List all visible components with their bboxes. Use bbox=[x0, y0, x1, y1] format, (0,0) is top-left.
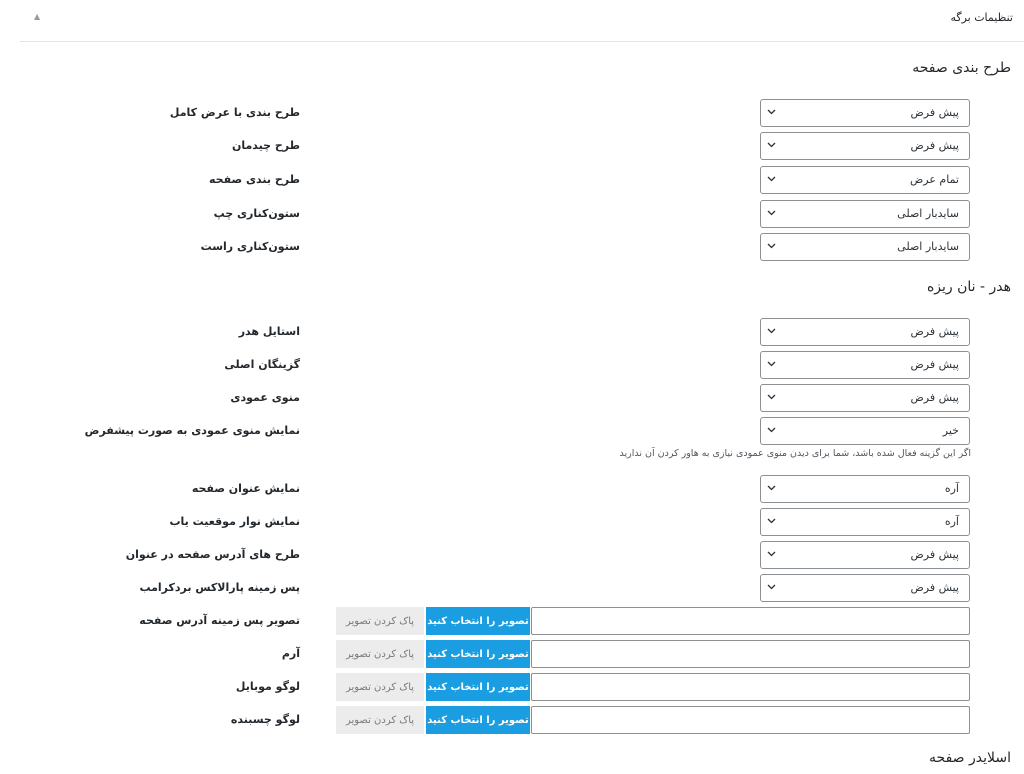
field-row-vertical-menu-default bbox=[0, 417, 1024, 447]
field-label: منوی عمودی bbox=[230, 391, 300, 404]
field-row-vertical-menu bbox=[0, 384, 1024, 414]
vertical-menu-default-select[interactable] bbox=[760, 417, 970, 445]
breadcrumb-bg-image-url-input[interactable] bbox=[531, 607, 970, 635]
field-label: طرح بندی صفحه bbox=[209, 173, 300, 186]
chevron-down-icon bbox=[767, 176, 774, 183]
field-row-right-sidebar bbox=[0, 233, 1024, 263]
chevron-down-icon bbox=[767, 109, 774, 116]
header-style-select[interactable] bbox=[760, 318, 970, 346]
field-label: نمایش عنوان صفحه bbox=[191, 482, 300, 495]
field-label: استایل هدر bbox=[238, 325, 300, 338]
field-label: نمایش منوی عمودی به صورت پیشفرض bbox=[84, 424, 300, 437]
parallax-bg-select[interactable] bbox=[760, 574, 970, 602]
field-row-logo bbox=[0, 640, 1024, 670]
select-image-button[interactable]: تصویر را انتخاب کنید bbox=[426, 607, 530, 635]
field-row-show-title bbox=[0, 475, 1024, 505]
select-value: تمام عرض bbox=[909, 173, 959, 186]
select-image-button[interactable]: تصویر را انتخاب کنید bbox=[426, 640, 530, 668]
field-row-show-breadcrumb bbox=[0, 508, 1024, 538]
chevron-down-icon bbox=[767, 485, 774, 492]
field-row-header-style bbox=[0, 318, 1024, 348]
panel-title: تنظیمات برگه bbox=[950, 11, 1013, 24]
chevron-down-icon bbox=[767, 427, 774, 434]
field-row-parallax-bg bbox=[0, 574, 1024, 604]
field-label: طرح بندی با عرض کامل bbox=[169, 106, 300, 119]
left-sidebar-select[interactable] bbox=[760, 200, 970, 228]
field-label: پس زمینه پارالاکس بردکرامب bbox=[139, 581, 300, 594]
chevron-down-icon bbox=[767, 584, 774, 591]
page-layout-select[interactable] bbox=[760, 166, 970, 194]
panel-header bbox=[20, 0, 1024, 42]
chevron-down-icon bbox=[767, 210, 774, 217]
field-label: ستون‌کناری چپ bbox=[213, 207, 300, 220]
field-row-page-layout bbox=[0, 166, 1024, 196]
field-row-breadcrumb-bg-image bbox=[0, 607, 1024, 637]
select-value: پیش فرض bbox=[910, 581, 959, 594]
section-title-header: هدر - نان ریزه bbox=[926, 279, 1011, 295]
field-row-main-options bbox=[0, 351, 1024, 381]
select-value: پیش فرض bbox=[910, 358, 959, 371]
vertical-menu-select[interactable] bbox=[760, 384, 970, 412]
field-label: نمایش نوار موقعیت یاب bbox=[169, 515, 300, 528]
field-row-sticky-logo bbox=[0, 706, 1024, 736]
field-row-left-sidebar bbox=[0, 200, 1024, 230]
select-value: سایدبار اصلی bbox=[897, 207, 959, 220]
field-label: لوگو چسبنده bbox=[230, 713, 300, 726]
sticky-logo-url-input[interactable] bbox=[531, 706, 970, 734]
field-row-full-width bbox=[0, 99, 1024, 129]
select-image-button[interactable]: تصویر را انتخاب کنید bbox=[426, 706, 530, 734]
help-text: اگر این گزینه فعال شده باشد، شما برای دیدن منوی عمودی نیازی به هاور کردن آن ندارید bbox=[619, 448, 971, 459]
arrangement-select[interactable] bbox=[760, 132, 970, 160]
clear-image-button[interactable]: پاک کردن تصویر bbox=[336, 706, 424, 734]
select-value: سایدبار اصلی bbox=[897, 240, 959, 253]
triangle-up-icon[interactable]: ▲ bbox=[34, 12, 41, 21]
breadcrumb-in-title-select[interactable] bbox=[760, 541, 970, 569]
logo-url-input[interactable] bbox=[531, 640, 970, 668]
clear-image-button[interactable]: پاک کردن تصویر bbox=[336, 640, 424, 668]
select-value: آره bbox=[944, 515, 959, 528]
field-label: طرح های آدرس صفحه در عنوان bbox=[125, 548, 300, 561]
clear-image-button[interactable]: پاک کردن تصویر bbox=[336, 607, 424, 635]
right-sidebar-select[interactable] bbox=[760, 233, 970, 261]
select-value: پیش فرض bbox=[910, 139, 959, 152]
main-options-select[interactable] bbox=[760, 351, 970, 379]
field-label: طرح چیدمان bbox=[231, 139, 300, 152]
chevron-down-icon bbox=[767, 243, 774, 250]
chevron-down-icon bbox=[767, 361, 774, 368]
section-title-layout: طرح بندی صفحه bbox=[912, 60, 1011, 76]
field-label: تصویر پس زمینه آدرس صفحه bbox=[139, 614, 300, 627]
show-breadcrumb-select[interactable] bbox=[760, 508, 970, 536]
select-value: پیش فرض bbox=[910, 325, 959, 338]
clear-image-button[interactable]: پاک کردن تصویر bbox=[336, 673, 424, 701]
chevron-down-icon bbox=[767, 551, 774, 558]
field-row-arrangement bbox=[0, 132, 1024, 162]
field-label: آرم bbox=[281, 647, 300, 660]
field-label: گزینگان اصلی bbox=[224, 358, 300, 371]
field-row-breadcrumb-in-title bbox=[0, 541, 1024, 571]
select-value: آره bbox=[944, 482, 959, 495]
full-width-select[interactable] bbox=[760, 99, 970, 127]
select-image-button[interactable]: تصویر را انتخاب کنید bbox=[426, 673, 530, 701]
field-label: ستون‌کناری راست bbox=[200, 240, 300, 253]
field-label: لوگو موبایل bbox=[235, 680, 300, 693]
mobile-logo-url-input[interactable] bbox=[531, 673, 970, 701]
select-value: خیر bbox=[942, 424, 959, 437]
select-value: پیش فرض bbox=[910, 548, 959, 561]
chevron-down-icon bbox=[767, 328, 774, 335]
select-value: پیش فرض bbox=[910, 106, 959, 119]
select-value: پیش فرض bbox=[910, 391, 959, 404]
field-row-mobile-logo bbox=[0, 673, 1024, 703]
chevron-down-icon bbox=[767, 142, 774, 149]
section-title-slider: اسلایدر صفحه bbox=[929, 750, 1011, 766]
chevron-down-icon bbox=[767, 394, 774, 401]
chevron-down-icon bbox=[767, 518, 774, 525]
show-title-select[interactable] bbox=[760, 475, 970, 503]
